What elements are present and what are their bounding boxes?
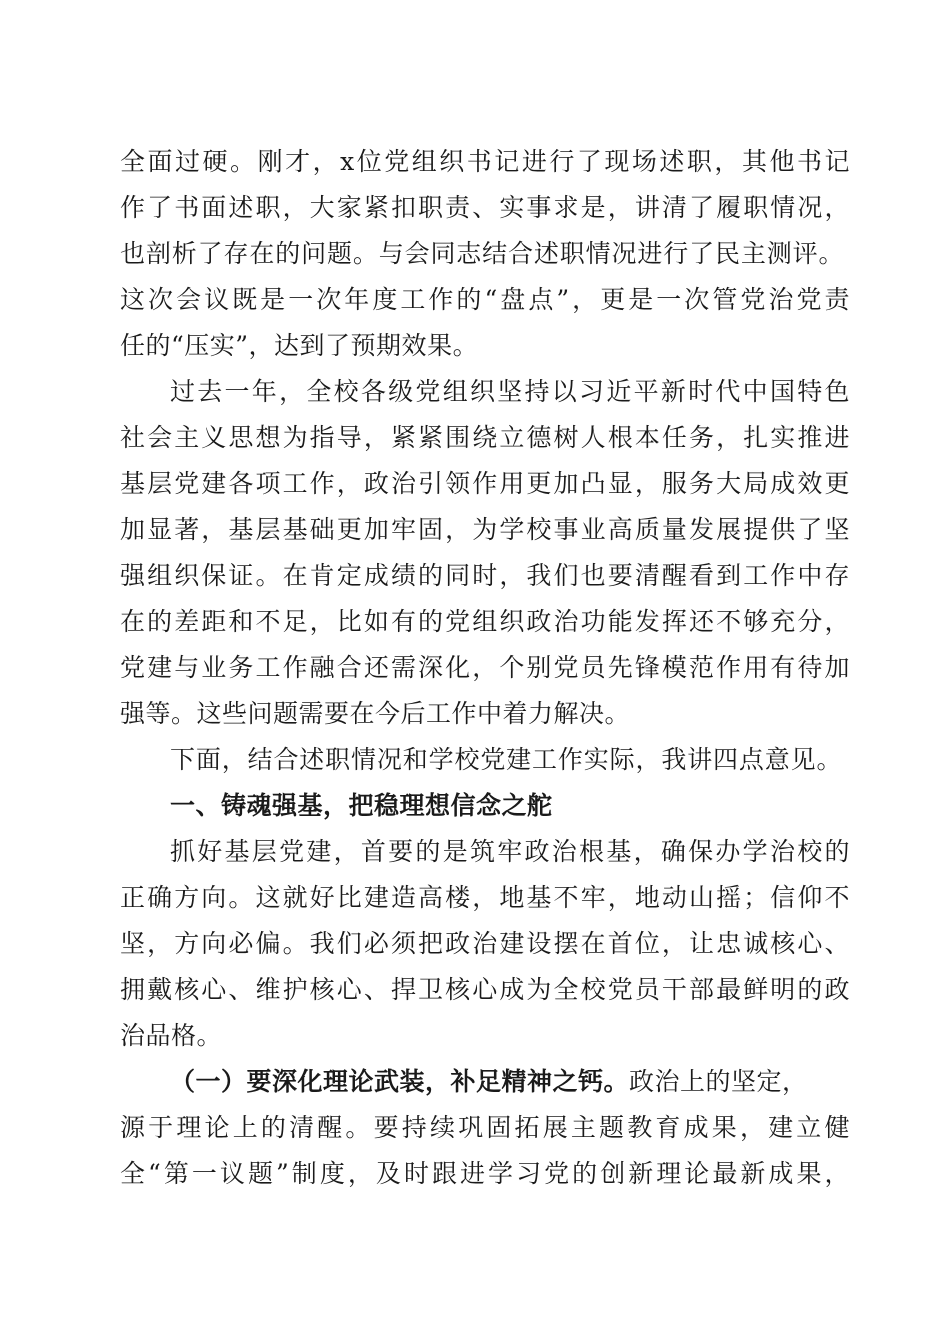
paragraph-line: 全面过硬。刚才，x位党组织书记进行了现场述职，其他书记	[120, 147, 850, 176]
paragraph-line: 社会主义思想为指导，紧紧围绕立德树人根本任务，扎实推进	[120, 423, 850, 452]
paragraph-line: 下面，结合述职情况和学校党建工作实际，我讲四点意见。	[170, 745, 842, 774]
paragraph-line: 加显著，基层基础更加牢固，为学校事业高质量发展提供了坚	[120, 515, 850, 544]
paragraph-line: 源于理论上的清醒。要持续巩固拓展主题教育成果，建立健	[120, 1113, 850, 1142]
paragraph-line: 强组织保证。在肯定成绩的同时，我们也要清醒看到工作中存	[120, 561, 850, 590]
paragraph-line: 基层党建各项工作，政治引领作用更加凸显，服务大局成效更	[120, 469, 850, 498]
paragraph-line: 作了书面述职，大家紧扣职责、实事求是，讲清了履职情况，	[120, 193, 850, 222]
subsection-text: 政治上的坚定，	[629, 1067, 808, 1096]
paragraph-line: 任的“压实”，达到了预期效果。	[120, 331, 479, 360]
paragraph-line: 全“第一议题”制度，及时跟进学习党的创新理论最新成果，	[120, 1159, 850, 1188]
paragraph-line: 强等。这些问题需要在今后工作中着力解决。	[120, 699, 631, 728]
paragraph-line: 拥戴核心、维护核心、捍卫核心成为全校党员干部最鲜明的政	[120, 975, 850, 1004]
section-heading: 一、铸魂强基，把稳理想信念之舵	[170, 791, 553, 820]
paragraph-line: 党建与业务工作融合还需深化，个别党员先锋模范作用有待加	[120, 653, 850, 682]
subsection-heading: （一）要深化理论武装，补足精神之钙。	[170, 1067, 630, 1096]
subsection-line	[170, 1064, 850, 1100]
paragraph-line: 过去一年，全校各级党组织坚持以习近平新时代中国特色	[170, 377, 850, 406]
paragraph-line: 治品格。	[120, 1021, 223, 1050]
paragraph-line: 在的差距和不足，比如有的党组织政治功能发挥还不够充分，	[120, 607, 850, 636]
paragraph-line: 也剖析了存在的问题。与会同志结合述职情况进行了民主测评。	[120, 239, 844, 268]
paragraph-line: 正确方向。这就好比建造高楼，地基不牢，地动山摇；信仰不	[120, 883, 850, 912]
paragraph-line: 抓好基层党建，首要的是筑牢政治根基，确保办学治校的	[170, 837, 850, 866]
paragraph-line: 这次会议既是一次年度工作的“盘点”，更是一次管党治党责	[120, 285, 850, 314]
paragraph-line: 坚，方向必偏。我们必须把政治建设摆在首位，让忠诚核心、	[120, 929, 850, 958]
